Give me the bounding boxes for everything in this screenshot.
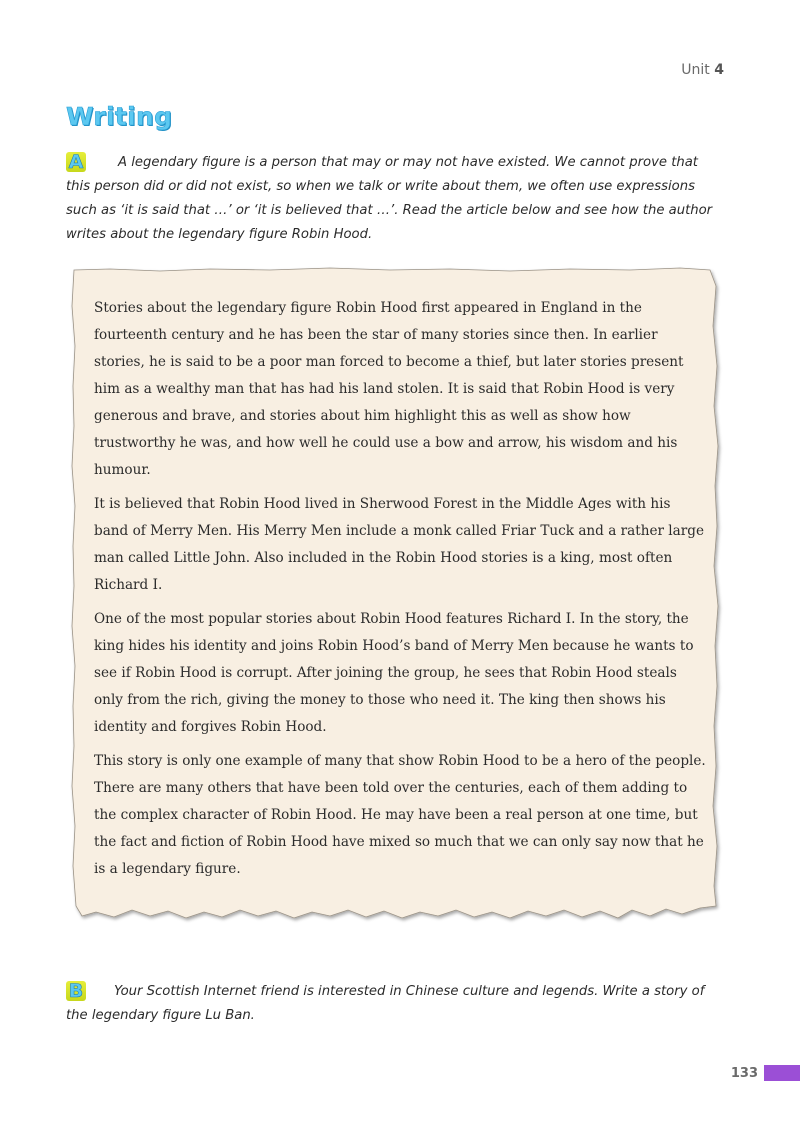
unit-word: Unit <box>681 62 710 78</box>
article-paragraph: This story is only one example of many that show Robin Hood to be a hero of the people. There are many others that have been told over the centuries, each of them adding to the complex character of Robin Hood. He may have been a real person at one time, but the fact and fiction of Robin Hood have mixed so much that we can only say now that he is a legendary figure. <box>94 753 706 877</box>
task-b-text: Your Scottish Internet friend is interested in Chinese culture and legends. Write a story of the legendary figure Lu Ban. <box>66 984 705 1023</box>
article-body <box>94 295 708 890</box>
page-number: 133 <box>730 1066 758 1081</box>
article-paragraph: One of the most popular stories about Robin Hood features Richard I. In the story, the king hides his identity and joins Robin Hood’s band of Merry Men because he wants to see if Robin Hood is corrupt. After joining the group, he sees that Robin Hood steals only from the rich, giving the money to those who need it. The king then shows his identity and forgives Robin Hood. <box>94 611 694 735</box>
page-color-tab <box>764 1065 800 1081</box>
task-a-instruction <box>66 151 726 247</box>
task-a-letter-badge: A <box>66 152 86 172</box>
unit-number: 4 <box>714 62 724 78</box>
article-paragraph: Stories about the legendary figure Robin Hood first appeared in England in the fourteenth century and he has been the star of many stories since then. In earlier stories, he is said to be a poor man forced to become a thief, but later stories present him as a wealthy man that has had his land stolen. It is said that Robin Hood is very generous and brave, and stories about him highlight this as well as show how trustworthy he was, and how well he could use a bow and arrow, his wisdom and his humour. <box>94 300 684 478</box>
task-a-text: A legendary figure is a person that may or may not have existed. We cannot prove that this person did or did not exist, so when we talk or write about them, we often use expressions such as ‘it is said that …’ or ‘it is believed that …’. Read the article below and see how the author writes about the legendary figure Robin Hood. <box>66 155 713 242</box>
task-b-letter-badge: B <box>66 981 86 1001</box>
section-title: Writing <box>66 102 173 131</box>
article-paper <box>70 266 724 930</box>
article-paragraph: It is believed that Robin Hood lived in Sherwood Forest in the Middle Ages with his band of Merry Men. His Merry Men include a monk called Friar Tuck and a rather large man called Little John. Also included in the Robin Hood stories is a king, most often Richard I. <box>94 496 705 593</box>
task-b-instruction <box>66 980 726 1028</box>
unit-label <box>681 62 724 78</box>
